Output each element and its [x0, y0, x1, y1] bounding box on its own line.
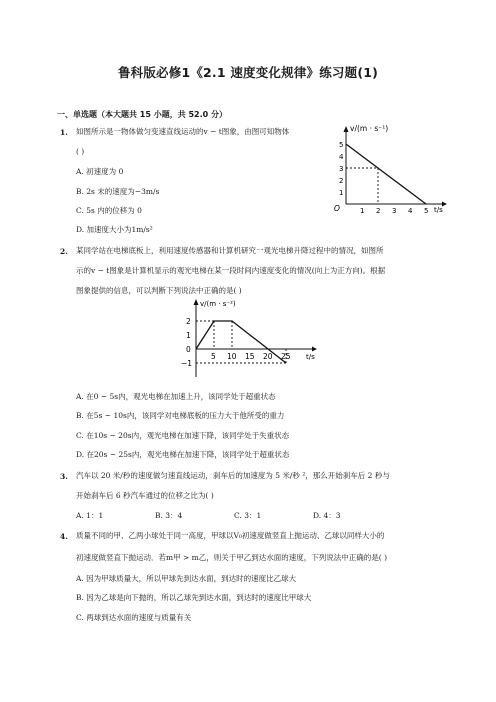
q1-option-b: B. 2s 末的速度为−3m/s — [76, 187, 160, 196]
q3-option-b: B. 3：4 — [155, 511, 183, 520]
q1-xtick-1: 1 — [360, 207, 365, 214]
q2-option-d: D. 在20s ~ 25s内，观光电梯在加速下降，该同学处于超重状态 — [76, 450, 290, 459]
page-title: 鲁科版必修1《2.1 速度变化规律》练习题(1) — [117, 65, 379, 80]
q2-xtick-25: 25 — [281, 352, 291, 361]
q3-option-d: D. 4：3 — [313, 511, 341, 520]
q1-xtick-4: 4 — [408, 207, 413, 214]
q2-option-b: B. 在5s ~ 10s内，该同学对电梯底板的压力大于他所受的重力 — [76, 411, 285, 420]
q2-xtick-10: 10 — [227, 352, 237, 361]
q2-ytick-0: 0 — [186, 345, 191, 354]
q1-graph-origin: O — [334, 204, 340, 213]
q3-stem-line1: 汽车以 20 米/秒的速度做匀速直线运动，刹车后的加速度为 5 米/秒 ²，那么开始刹车后 2 秒与 — [76, 471, 390, 480]
q1-vt-graph — [330, 122, 450, 214]
q2-option-c: C. 在10s ~ 20s内，观光电梯在加速下降，该同学处于失重状态 — [76, 431, 290, 440]
q3-option-c: C. 3：1 — [234, 511, 262, 520]
q2-xtick-5: 5 — [211, 352, 216, 361]
q4-option-a: A. 因为甲球质量大，所以甲球先到达水面，到达时的速度比乙球大 — [76, 574, 297, 583]
q3-number: 3. — [60, 472, 68, 481]
q2-xtick-20: 20 — [263, 352, 273, 361]
q2-ytick-neg1: −1 — [181, 359, 193, 368]
q1-ytick-5: 5 — [339, 141, 344, 149]
q1-graph-ylabel: v/(m · s⁻¹) — [350, 124, 389, 133]
section-heading: 一、单选题（本大题共 15 小题，共 52.0 分） — [57, 110, 228, 119]
q1-ytick-4: 4 — [339, 153, 344, 161]
q4-option-c: C. 两球到达水面的速度与质量有关 — [76, 613, 192, 622]
q1-ytick-3: 3 — [339, 165, 344, 173]
q1-stem-line1: 如图所示是一物体做匀变速直线运动的v − t图象，由图可知物体 — [76, 127, 290, 136]
q1-option-c: C. 5s 内的位移为 0 — [76, 206, 142, 215]
q2-stem-line2: 示的v − t图象是计算机显示的观光电梯在某一段时间内速度变化的情况(向上为正方向)。根据 — [76, 266, 386, 275]
q4-stem-line2: 初速度做竖直下抛运动．若m甲 > m乙，则关于甲乙到达水面的速度，下列说法中正确的是( ) — [76, 553, 388, 562]
q1-xtick-3: 3 — [392, 207, 397, 214]
q1-xtick-2: 2 — [376, 207, 381, 214]
q3-stem-line2: 开始刹车后 6 秒汽车通过的位移之比为( ) — [76, 491, 214, 500]
q2-option-a: A. 在0 ~ 5s内，观光电梯在加速上升，该同学处于超重状态 — [76, 392, 276, 401]
q4-stem-line1: 质量不同的甲、乙两小球处于同一高度，甲球以V₀初速度做竖直上抛运动、乙球以同样大小的 — [76, 531, 385, 540]
q2-vt-graph — [176, 297, 326, 379]
q1-ytick-1: 1 — [339, 189, 344, 197]
q1-graph-xlabel: t/s — [434, 206, 443, 214]
q2-ytick-2: 2 — [186, 317, 191, 326]
q1-number: 1. — [60, 128, 68, 137]
q2-number: 2. — [60, 247, 68, 256]
q1-option-d: D. 加速度大小为1m/s² — [76, 225, 153, 234]
q1-stem-line2: ( ) — [76, 147, 85, 156]
q3-option-a: A. 1：1 — [76, 511, 104, 520]
q1-ytick-2: 2 — [339, 177, 344, 185]
q2-graph-ylabel: v/(m · s⁻²) — [200, 300, 236, 308]
q4-option-b: B. 因为乙球是向下抛的，所以乙球先到达水面，到达时的速度比甲球大 — [76, 593, 312, 602]
q2-stem-line3: 图象提供的信息，可以判断下列说法中正确的是( ) — [76, 286, 242, 295]
q2-stem-line1: 某同学站在电梯底板上，利用速度传感器和计算机研究一观光电梯升降过程中的情况，如图所 — [76, 246, 384, 255]
q2-ytick-1: 1 — [186, 331, 191, 340]
q2-graph-xlabel: t/s — [306, 353, 315, 361]
q4-number: 4. — [60, 532, 68, 541]
q1-xtick-5: 5 — [424, 207, 429, 214]
q1-option-a: A. 初速度为 0 — [76, 167, 124, 176]
q2-xtick-15: 15 — [245, 352, 255, 361]
